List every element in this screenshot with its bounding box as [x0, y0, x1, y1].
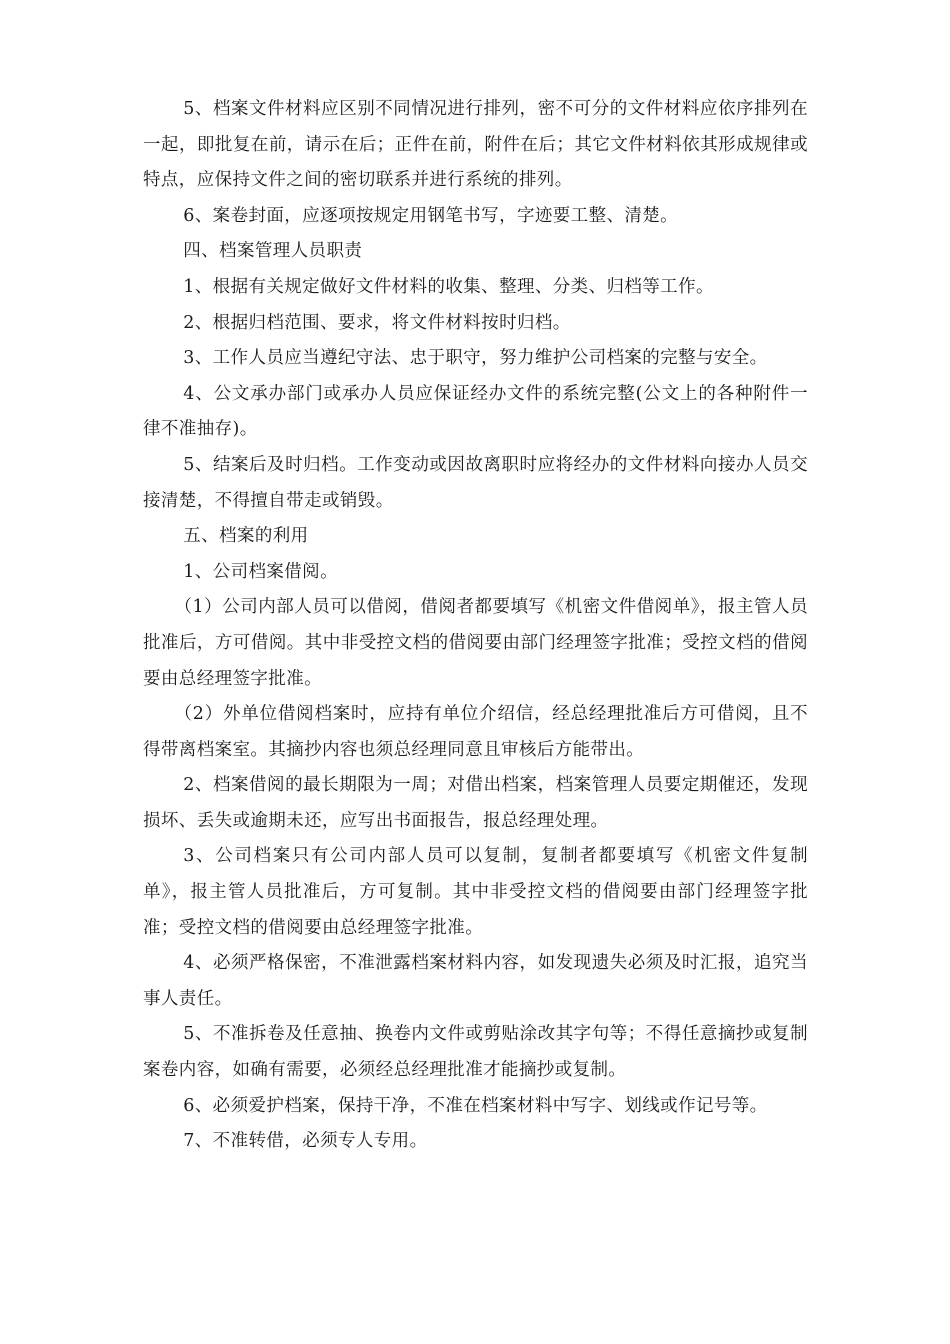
- section-heading-usage: 五、档案的利用: [183, 526, 309, 547]
- paragraph-usage-1-sub-1: （1）公司内部人员可以借阅，借阅者都要填写《机密文件借阅单》，报主管人员批准后，方可借阅。其中非受控文档的借阅要由部门经理签字批准；受控文档的借阅要由总经理签字批准。: [143, 597, 808, 689]
- paragraph-usage-5: 5、不准拆卷及任意抽、换卷内文件或剪贴涂改其字句等；不得任意摘抄或复制案卷内容，如确有需要，必须经总经理批准才能摘抄或复制。: [143, 1024, 808, 1081]
- paragraph-duty-4: 4、公文承办部门或承办人员应保证经办文件的系统完整(公文上的各种附件一律不准抽存)。: [143, 383, 808, 440]
- section-heading-duties: 四、档案管理人员职责: [183, 241, 363, 262]
- paragraph-usage-3: 3、公司档案只有公司内部人员可以复制，复制者都要填写《机密文件复制单》，报主管人员批准后，方可复制。其中非受控文档的借阅要由部门经理签字批准；受控文档的借阅要由总经理签字批准。: [143, 846, 808, 938]
- paragraph-item-5-arrangement: 5、档案文件材料应区别不同情况进行排列，密不可分的文件材料应依序排列在一起，即批复在前，请示在后；正件在前，附件在后；其它文件材料依其形成规律或特点，应保持文件之间的密切联系并进行系统的排列。: [143, 99, 808, 191]
- paragraph-duty-2: 2、根据归档范围、要求，将文件材料按时归档。: [183, 312, 571, 333]
- paragraph-usage-1: 1、公司档案借阅。: [183, 561, 338, 582]
- paragraph-usage-2: 2、档案借阅的最长期限为一周；对借出档案，档案管理人员要定期催还，发现损坏、丢失或逾期未还，应写出书面报告，报总经理处理。: [143, 775, 808, 831]
- paragraph-duty-1: 1、根据有关规定做好文件材料的收集、整理、分类、归档等工作。: [183, 276, 714, 297]
- paragraph-usage-4: 4、必须严格保密，不准泄露档案材料内容，如发现遗失必须及时汇报，追究当事人责任。: [143, 953, 808, 1009]
- paragraph-item-6-cover: 6、案卷封面，应逐项按规定用钢笔书写，字迹要工整、清楚。: [183, 205, 679, 226]
- paragraph-usage-1-sub-2: （2）外单位借阅档案时，应持有单位介绍信，经总经理批准后方可借阅，且不得带离档案室。其摘抄内容也须总经理同意且审核后方能带出。: [143, 704, 808, 760]
- document-body: [143, 92, 808, 1160]
- paragraph-duty-5: 5、结案后及时归档。工作变动或因故离职时应将经办的文件材料向接办人员交接清楚，不得擅自带走或销毁。: [143, 454, 808, 511]
- paragraph-usage-7: 7、不准转借，必须专人专用。: [183, 1131, 428, 1152]
- paragraph-duty-3: 3、工作人员应当遵纪守法、忠于职守，努力维护公司档案的完整与安全。: [183, 348, 768, 369]
- paragraph-usage-6: 6、必须爱护档案，保持干净，不准在档案材料中写字、划线或作记号等。: [183, 1095, 768, 1116]
